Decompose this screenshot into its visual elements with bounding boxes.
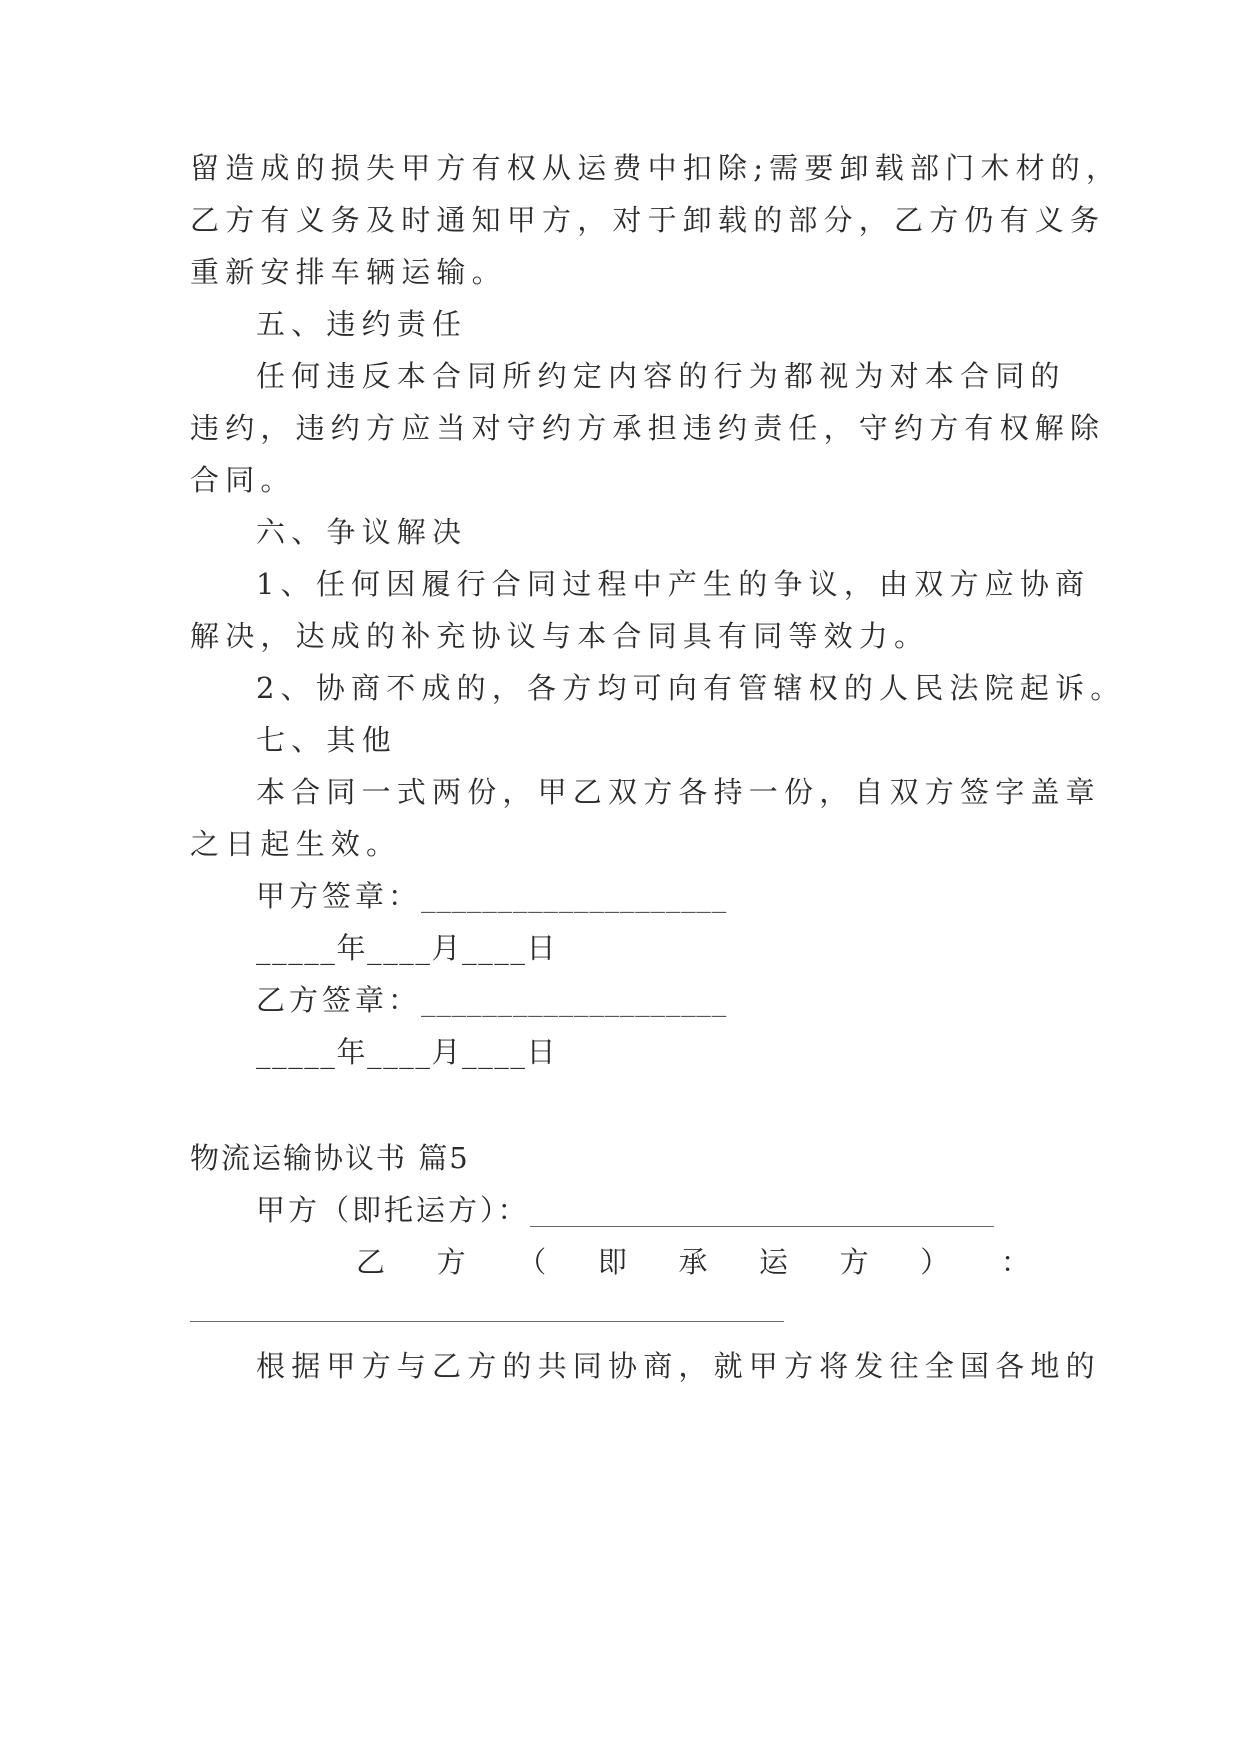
- paragraph-line: 合同。: [190, 463, 296, 497]
- carrier-blank-underline: [190, 1321, 784, 1322]
- carrier-char: 承: [678, 1245, 708, 1279]
- section-heading: 五、违约责任: [256, 307, 468, 341]
- consignor-label: 甲方（即托运方）：: [256, 1193, 530, 1227]
- paragraph-line: 重新安排车辆运输。: [190, 255, 507, 289]
- party-a-signature-line: [256, 876, 727, 916]
- paragraph-line: 乙方有义务及时通知甲方，对于卸载的部分，乙方仍有义务: [190, 203, 1106, 237]
- carrier-char: 方: [436, 1245, 466, 1279]
- carrier-char: 运: [759, 1245, 789, 1279]
- section-heading: 七、其他: [256, 723, 397, 757]
- section-heading: 六、争议解决: [256, 515, 468, 549]
- carrier-char: 方: [839, 1245, 869, 1279]
- carrier-char: 即: [597, 1245, 627, 1279]
- party-a-date-line: _____年____月____日: [256, 931, 558, 965]
- party-a-signature-blank: ____________________: [421, 879, 728, 913]
- paragraph-line: 1、任何因履行合同过程中产生的争议，由双方应协商: [256, 567, 1091, 601]
- consignor-blank-underline: [530, 1226, 994, 1227]
- paragraph-line: 本合同一式两份，甲乙双方各持一份，自双方签字盖章: [256, 775, 1101, 809]
- carrier-char: （: [517, 1245, 547, 1279]
- paragraph-line: 解决，达成的补充协议与本合同具有同等效力。: [190, 619, 930, 653]
- carrier-char: 乙: [356, 1245, 386, 1279]
- paragraph-line: 留造成的损失甲方有权从运费中扣除;需要卸载部门木材的，: [190, 151, 1122, 185]
- section-title: 物流运输协议书 篇5: [190, 1141, 470, 1175]
- party-b-date-line: _____年____月____日: [256, 1035, 558, 1069]
- carrier-line: [256, 1242, 1030, 1282]
- party-a-signature-label: 甲方签章：: [256, 879, 422, 913]
- consignor-line: [256, 1190, 530, 1230]
- party-b-signature-line: [256, 980, 727, 1020]
- paragraph-line: 之日起生效。: [190, 827, 402, 861]
- carrier-char: ：: [1000, 1245, 1030, 1279]
- paragraph-line: 任何违反本合同所约定内容的行为都视为对本合同的: [256, 359, 1066, 393]
- paragraph-line: 2、协商不成的，各方均可向有管辖权的人民法院起诉。: [256, 671, 1126, 705]
- paragraph-line: 违约，违约方应当对守约方承担违约责任，守约方有权解除: [190, 411, 1106, 445]
- paragraph-line: 根据甲方与乙方的共同协商，就甲方将发往全国各地的: [256, 1349, 1101, 1383]
- carrier-char: ）: [920, 1245, 950, 1279]
- party-b-signature-blank: ____________________: [421, 983, 728, 1017]
- party-b-signature-label: 乙方签章：: [256, 983, 422, 1017]
